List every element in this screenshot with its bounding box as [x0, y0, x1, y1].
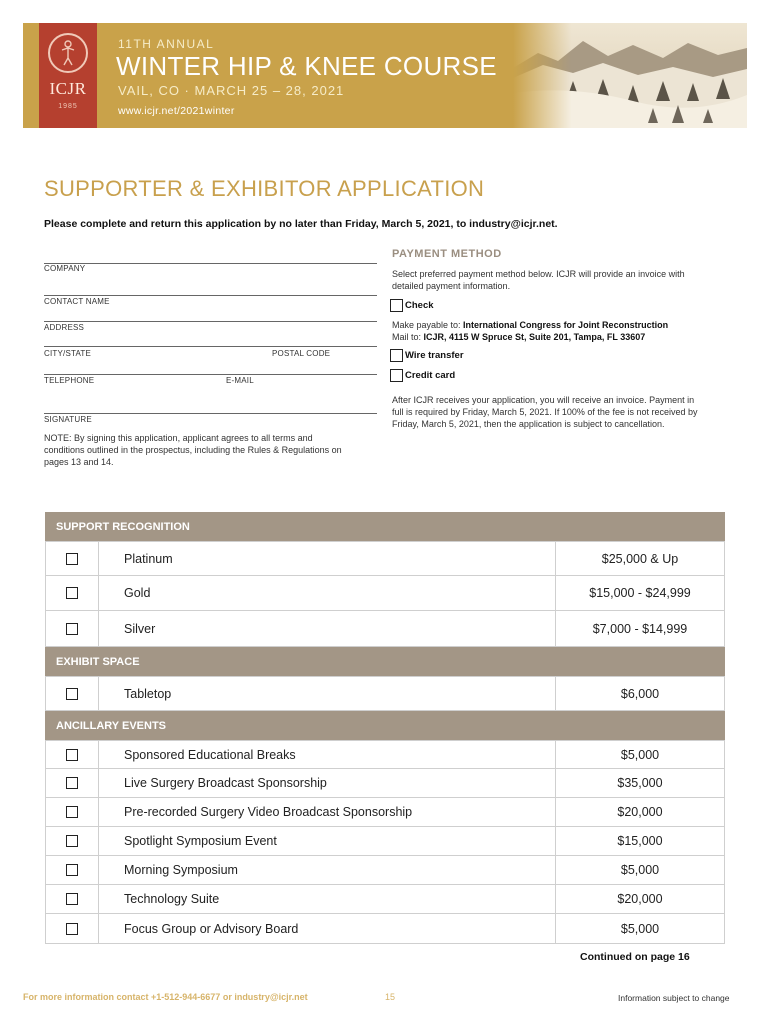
table-row: [45, 827, 725, 856]
item-price: $6,000: [620, 686, 660, 701]
mail-address: ICJR, 4115 W Spruce St, Suite 201, Tampa, FL 33607: [423, 332, 646, 342]
payment-heading: PAYMENT METHOD: [392, 248, 502, 260]
item-name: Focus Group or Advisory Board: [99, 914, 556, 943]
payment-after-note: After ICJR receives your application, you will receive an invoice. Payment in full is required by Friday, March 5, 2021. If 100% of the fee is not received by Friday, March 5, 2021, then the application is subject to cancellation.: [392, 395, 698, 429]
table-row: [45, 611, 725, 647]
table-row: [45, 576, 725, 611]
row-checkbox-cell: [46, 769, 99, 797]
table-row: [45, 798, 725, 827]
row-checkbox-cell: [46, 542, 99, 575]
footer-contact[interactable]: For more information contact +1-512-944-6677 or industry@icjr.net: [23, 992, 308, 1002]
table-row: [45, 914, 725, 944]
wire-checkbox[interactable]: [390, 349, 403, 362]
item-price: $5,000: [620, 863, 660, 877]
contact-name-label: CONTACT NAME: [44, 297, 110, 306]
row-checkbox-cell: [46, 798, 99, 826]
credit-label: Credit card: [405, 370, 456, 381]
row-checkbox-cell: [46, 677, 99, 710]
prerecorded-surgery-checkbox[interactable]: [66, 806, 78, 818]
section-support-recognition: SUPPORT RECOGNITION: [45, 512, 725, 541]
item-name: Platinum: [99, 542, 556, 575]
spotlight-symposium-checkbox[interactable]: [66, 835, 78, 847]
telephone-label: TELEPHONE: [44, 376, 95, 385]
company-label: COMPANY: [44, 264, 86, 273]
item-name: Morning Symposium: [99, 856, 556, 884]
telephone-line[interactable]: [44, 374, 377, 375]
educational-breaks-checkbox[interactable]: [66, 749, 78, 761]
morning-symposium-checkbox[interactable]: [66, 864, 78, 876]
banner-dates: VAIL, CO · MARCH 25 – 28, 2021: [118, 83, 345, 98]
wire-label: Wire transfer: [405, 350, 464, 361]
silver-checkbox[interactable]: [66, 623, 78, 635]
header-banner: [23, 23, 747, 128]
platinum-checkbox[interactable]: [66, 553, 78, 565]
row-checkbox-cell: [46, 885, 99, 913]
item-name: Silver: [99, 611, 556, 646]
table-row: [45, 676, 725, 711]
payment-wire-option[interactable]: [390, 349, 464, 362]
mail-to: [392, 331, 732, 343]
mountain-photo: [513, 23, 747, 128]
footer-notice: Information subject to change: [618, 993, 730, 1003]
payable-prefix: Make payable to:: [392, 320, 464, 330]
check-label: Check: [405, 300, 434, 311]
row-checkbox-cell: [46, 914, 99, 943]
payable-name: International Congress for Joint Reconstruction: [463, 320, 669, 330]
item-price: $35,000: [617, 776, 663, 790]
check-checkbox[interactable]: [390, 299, 403, 312]
signature-note: NOTE: By signing this application, applicant agrees to all terms and conditions outlined in the prospectus, including the Rules & Regulations on pages 13 and 14.: [44, 433, 342, 467]
item-price: $25,000 & Up: [601, 551, 679, 566]
item-name: Sponsored Educational Breaks: [99, 741, 556, 768]
table-row: [45, 885, 725, 914]
payment-check-option[interactable]: [390, 299, 434, 312]
continued-note: Continued on page 16: [580, 951, 690, 963]
table-row: [45, 740, 725, 769]
logo-subtext: 1985: [58, 103, 78, 110]
banner-annual: 11TH ANNUAL: [118, 37, 215, 51]
section-ancillary-events: ANCILLARY EVENTS: [45, 711, 725, 740]
banner-title: WINTER HIP & KNEE COURSE: [116, 51, 497, 81]
item-name: Spotlight Symposium Event: [99, 827, 556, 855]
row-checkbox-cell: [46, 856, 99, 884]
section-exhibit-space: EXHIBIT SPACE: [45, 647, 725, 676]
item-name: Technology Suite: [99, 885, 556, 913]
mail-prefix: Mail to:: [392, 332, 424, 342]
item-price: $7,000 - $14,999: [592, 621, 688, 636]
icjr-logo: [39, 23, 97, 128]
item-price: $20,000: [617, 805, 663, 819]
technology-suite-checkbox[interactable]: [66, 893, 78, 905]
table-row: [45, 541, 725, 576]
page-title: SUPPORTER & EXHIBITOR APPLICATION: [44, 176, 485, 201]
page-number: 15: [385, 992, 396, 1002]
city-state-line[interactable]: [44, 346, 377, 347]
email-label: E-MAIL: [226, 376, 254, 385]
payment-credit-option[interactable]: [390, 369, 455, 382]
item-price: $5,000: [620, 921, 660, 936]
payment-intro: Select preferred payment method below. ICJR will provide an invoice with detailed payment information.: [392, 269, 685, 291]
logo-text: ICJR: [49, 79, 87, 98]
item-price: $5,000: [620, 747, 660, 762]
contact-name-line[interactable]: [44, 295, 377, 296]
table-row: [45, 769, 725, 798]
company-line[interactable]: [44, 263, 377, 264]
payable-to: [392, 319, 732, 331]
address-line[interactable]: [44, 321, 377, 322]
gold-checkbox[interactable]: [66, 587, 78, 599]
logo-figure-icon: [60, 40, 76, 66]
item-name: Pre-recorded Surgery Video Broadcast Sponsorship: [99, 798, 556, 826]
table-row: [45, 856, 725, 885]
item-name: Tabletop: [99, 677, 556, 710]
item-price: $15,000 - $24,999: [589, 586, 691, 600]
signature-label: SIGNATURE: [44, 415, 92, 424]
item-price: $15,000: [617, 834, 663, 848]
focus-group-checkbox[interactable]: [66, 923, 78, 935]
tabletop-checkbox[interactable]: [66, 688, 78, 700]
row-checkbox-cell: [46, 611, 99, 646]
address-label: ADDRESS: [44, 323, 85, 332]
item-name: Gold: [99, 576, 556, 610]
row-checkbox-cell: [46, 741, 99, 768]
signature-line[interactable]: [44, 413, 377, 414]
live-surgery-checkbox[interactable]: [66, 777, 78, 789]
item-price: $20,000: [617, 892, 663, 906]
item-name: Live Surgery Broadcast Sponsorship: [99, 769, 556, 797]
city-state-label: CITY/STATE: [44, 349, 92, 358]
postal-code-label: POSTAL CODE: [272, 349, 331, 358]
row-checkbox-cell: [46, 576, 99, 610]
banner-url[interactable]: www.icjr.net/2021winter: [118, 105, 235, 117]
credit-checkbox[interactable]: [390, 369, 403, 382]
row-checkbox-cell: [46, 827, 99, 855]
instructions: Please complete and return this application by no later than Friday, March 5, 2021, to industry@icjr.net.: [44, 218, 558, 230]
